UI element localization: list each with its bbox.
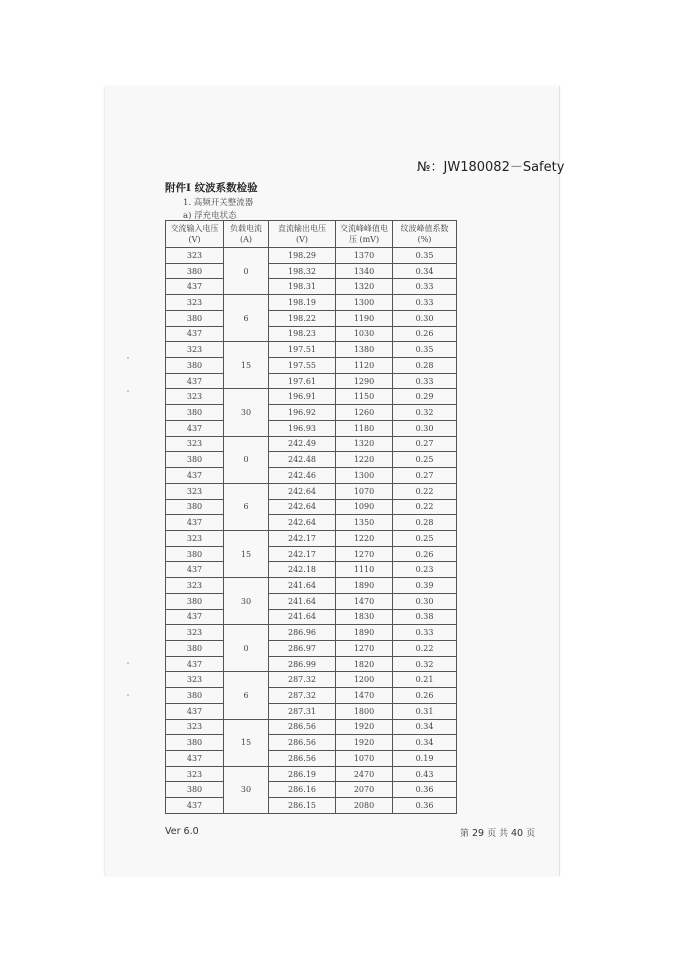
cell-dc-output-voltage: 242.48 xyxy=(269,452,336,468)
cell-ripple-factor: 0.27 xyxy=(393,436,457,452)
cell-dc-output-voltage: 242.17 xyxy=(269,530,336,546)
cell-ac-peak-voltage: 1920 xyxy=(336,735,393,751)
document-number: №：JW180082－Safety xyxy=(417,160,565,175)
cell-ac-peak-voltage: 2470 xyxy=(336,766,393,782)
table-row xyxy=(166,609,457,625)
cell-ripple-factor: 0.26 xyxy=(393,546,457,562)
cell-dc-output-voltage: 242.17 xyxy=(269,546,336,562)
cell-dc-output-voltage: 198.32 xyxy=(269,263,336,279)
cell-ac-input-voltage: 380 xyxy=(166,546,224,562)
scan-speck xyxy=(127,662,129,664)
cell-ripple-factor: 0.33 xyxy=(393,625,457,641)
cell-ac-input-voltage: 380 xyxy=(166,405,224,421)
cell-ripple-factor: 0.35 xyxy=(393,342,457,358)
page-current: 29 xyxy=(472,828,485,839)
cell-ac-peak-voltage: 1340 xyxy=(336,263,393,279)
cell-ripple-factor: 0.25 xyxy=(393,530,457,546)
page-suffix: 页 xyxy=(526,829,536,839)
table-row xyxy=(166,310,457,326)
table-row xyxy=(166,483,457,499)
cell-ac-peak-voltage: 2080 xyxy=(336,798,393,814)
cell-ac-peak-voltage: 1320 xyxy=(336,436,393,452)
table-row xyxy=(166,515,457,531)
table-row xyxy=(166,798,457,814)
table-row xyxy=(166,640,457,656)
table-header-row xyxy=(166,221,457,248)
cell-dc-output-voltage: 196.92 xyxy=(269,405,336,421)
cell-ac-peak-voltage: 1290 xyxy=(336,373,393,389)
cell-ac-input-voltage: 380 xyxy=(166,688,224,704)
cell-ripple-factor: 0.33 xyxy=(393,373,457,389)
cell-ac-input-voltage: 323 xyxy=(166,248,224,264)
cell-load-current: 30 xyxy=(224,766,269,813)
table-row xyxy=(166,499,457,515)
cell-ac-input-voltage: 323 xyxy=(166,342,224,358)
cell-ac-input-voltage: 437 xyxy=(166,562,224,578)
cell-ac-input-voltage: 437 xyxy=(166,515,224,531)
table-row xyxy=(166,751,457,767)
cell-ac-peak-voltage: 1300 xyxy=(336,468,393,484)
header-load-current: 负载电流 (A) xyxy=(224,221,269,248)
cell-ac-input-voltage: 323 xyxy=(166,483,224,499)
cell-ripple-factor: 0.43 xyxy=(393,766,457,782)
cell-ac-peak-voltage: 1070 xyxy=(336,751,393,767)
cell-ac-peak-voltage: 1320 xyxy=(336,279,393,295)
cell-ripple-factor: 0.33 xyxy=(393,295,457,311)
table-row xyxy=(166,546,457,562)
cell-ripple-factor: 0.39 xyxy=(393,578,457,594)
table-row xyxy=(166,405,457,421)
table-row xyxy=(166,342,457,358)
cell-ripple-factor: 0.30 xyxy=(393,420,457,436)
table-row xyxy=(166,436,457,452)
cell-ripple-factor: 0.30 xyxy=(393,310,457,326)
table-row xyxy=(166,719,457,735)
table-row xyxy=(166,578,457,594)
table-row xyxy=(166,688,457,704)
cell-ripple-factor: 0.26 xyxy=(393,688,457,704)
cell-dc-output-voltage: 286.99 xyxy=(269,656,336,672)
cell-ac-input-voltage: 437 xyxy=(166,326,224,342)
cell-load-current: 6 xyxy=(224,295,269,342)
cell-ac-peak-voltage: 1300 xyxy=(336,295,393,311)
table-row xyxy=(166,420,457,436)
cell-ripple-factor: 0.34 xyxy=(393,719,457,735)
cell-dc-output-voltage: 198.23 xyxy=(269,326,336,342)
cell-ac-input-voltage: 380 xyxy=(166,263,224,279)
appendix-heading: 附件Ⅰ 纹波系数检验 xyxy=(165,182,258,194)
cell-ripple-factor: 0.34 xyxy=(393,735,457,751)
cell-ac-peak-voltage: 1190 xyxy=(336,310,393,326)
cell-ac-input-voltage: 323 xyxy=(166,436,224,452)
table-row xyxy=(166,295,457,311)
cell-ripple-factor: 0.19 xyxy=(393,751,457,767)
page-indicator xyxy=(460,826,535,839)
table-row xyxy=(166,672,457,688)
cell-ac-peak-voltage: 1890 xyxy=(336,625,393,641)
cell-ac-input-voltage: 437 xyxy=(166,279,224,295)
cell-load-current: 15 xyxy=(224,530,269,577)
header-ripple-peak-factor: 纹波峰值系数 (%) xyxy=(393,221,457,248)
cell-ripple-factor: 0.28 xyxy=(393,358,457,374)
page-mid: 页 共 xyxy=(487,829,508,839)
subsection-title: a) 浮充电状态 xyxy=(183,211,237,221)
table-row xyxy=(166,358,457,374)
cell-ac-peak-voltage: 2070 xyxy=(336,782,393,798)
cell-ac-input-voltage: 437 xyxy=(166,420,224,436)
cell-ac-input-voltage: 380 xyxy=(166,593,224,609)
table-row xyxy=(166,766,457,782)
cell-ac-peak-voltage: 1150 xyxy=(336,389,393,405)
cell-dc-output-voltage: 286.56 xyxy=(269,735,336,751)
cell-dc-output-voltage: 241.64 xyxy=(269,609,336,625)
table-row xyxy=(166,782,457,798)
cell-ac-peak-voltage: 1260 xyxy=(336,405,393,421)
cell-dc-output-voltage: 198.22 xyxy=(269,310,336,326)
cell-ac-peak-voltage: 1830 xyxy=(336,609,393,625)
cell-ac-peak-voltage: 1380 xyxy=(336,342,393,358)
table-row xyxy=(166,326,457,342)
cell-ac-input-voltage: 323 xyxy=(166,295,224,311)
cell-ripple-factor: 0.29 xyxy=(393,389,457,405)
cell-ac-input-voltage: 437 xyxy=(166,656,224,672)
cell-dc-output-voltage: 197.51 xyxy=(269,342,336,358)
cell-ac-input-voltage: 437 xyxy=(166,798,224,814)
cell-ac-input-voltage: 380 xyxy=(166,782,224,798)
table-row xyxy=(166,593,457,609)
cell-ac-peak-voltage: 1220 xyxy=(336,452,393,468)
cell-dc-output-voltage: 198.29 xyxy=(269,248,336,264)
cell-ac-input-voltage: 380 xyxy=(166,640,224,656)
cell-ac-peak-voltage: 1920 xyxy=(336,719,393,735)
table-row xyxy=(166,735,457,751)
table-row xyxy=(166,279,457,295)
cell-ac-peak-voltage: 1220 xyxy=(336,530,393,546)
version-label: Ver 6.0 xyxy=(165,826,199,837)
cell-ac-peak-voltage: 1030 xyxy=(336,326,393,342)
header-ac-peak-to-peak-voltage: 交流峰峰值电 压 (mV) xyxy=(336,221,393,248)
cell-load-current: 30 xyxy=(224,578,269,625)
page-total: 40 xyxy=(510,828,524,839)
cell-dc-output-voltage: 286.96 xyxy=(269,625,336,641)
cell-ac-input-voltage: 323 xyxy=(166,672,224,688)
cell-dc-output-voltage: 242.64 xyxy=(269,499,336,515)
cell-dc-output-voltage: 286.97 xyxy=(269,640,336,656)
cell-ripple-factor: 0.32 xyxy=(393,656,457,672)
cell-dc-output-voltage: 197.61 xyxy=(269,373,336,389)
cell-dc-output-voltage: 286.56 xyxy=(269,751,336,767)
cell-dc-output-voltage: 242.46 xyxy=(269,468,336,484)
cell-dc-output-voltage: 242.64 xyxy=(269,515,336,531)
scan-speck xyxy=(127,390,129,392)
cell-dc-output-voltage: 287.32 xyxy=(269,672,336,688)
cell-ac-peak-voltage: 1200 xyxy=(336,672,393,688)
cell-dc-output-voltage: 242.64 xyxy=(269,483,336,499)
table-row xyxy=(166,703,457,719)
cell-dc-output-voltage: 196.93 xyxy=(269,420,336,436)
cell-ripple-factor: 0.22 xyxy=(393,499,457,515)
cell-ac-peak-voltage: 1270 xyxy=(336,546,393,562)
cell-ac-input-voltage: 380 xyxy=(166,358,224,374)
cell-ripple-factor: 0.28 xyxy=(393,515,457,531)
scan-speck xyxy=(127,357,129,359)
cell-dc-output-voltage: 287.32 xyxy=(269,688,336,704)
cell-load-current: 0 xyxy=(224,248,269,295)
cell-ripple-factor: 0.26 xyxy=(393,326,457,342)
cell-ac-peak-voltage: 1370 xyxy=(336,248,393,264)
cell-ac-input-voltage: 380 xyxy=(166,499,224,515)
cell-dc-output-voltage: 287.31 xyxy=(269,703,336,719)
cell-ripple-factor: 0.33 xyxy=(393,279,457,295)
cell-ac-input-voltage: 323 xyxy=(166,766,224,782)
cell-ripple-factor: 0.32 xyxy=(393,405,457,421)
cell-dc-output-voltage: 196.91 xyxy=(269,389,336,405)
cell-dc-output-voltage: 241.64 xyxy=(269,578,336,594)
cell-load-current: 0 xyxy=(224,436,269,483)
cell-dc-output-voltage: 198.19 xyxy=(269,295,336,311)
cell-ac-input-voltage: 380 xyxy=(166,452,224,468)
cell-dc-output-voltage: 286.56 xyxy=(269,719,336,735)
cell-ripple-factor: 0.23 xyxy=(393,562,457,578)
cell-ac-input-voltage: 437 xyxy=(166,373,224,389)
cell-dc-output-voltage: 242.49 xyxy=(269,436,336,452)
cell-dc-output-voltage: 286.16 xyxy=(269,782,336,798)
cell-ripple-factor: 0.30 xyxy=(393,593,457,609)
cell-ac-input-voltage: 380 xyxy=(166,735,224,751)
table-row xyxy=(166,452,457,468)
header-ac-input-voltage: 交流输入电压 (V) xyxy=(166,221,224,248)
cell-ac-input-voltage: 323 xyxy=(166,530,224,546)
cell-ac-input-voltage: 323 xyxy=(166,719,224,735)
cell-ac-input-voltage: 323 xyxy=(166,625,224,641)
cell-ripple-factor: 0.27 xyxy=(393,468,457,484)
table-row xyxy=(166,625,457,641)
table-row xyxy=(166,468,457,484)
cell-ac-input-voltage: 437 xyxy=(166,609,224,625)
table-row xyxy=(166,530,457,546)
cell-dc-output-voltage: 198.31 xyxy=(269,279,336,295)
cell-ac-peak-voltage: 1470 xyxy=(336,688,393,704)
cell-ac-peak-voltage: 1350 xyxy=(336,515,393,531)
cell-ac-peak-voltage: 1800 xyxy=(336,703,393,719)
table-row xyxy=(166,562,457,578)
cell-load-current: 15 xyxy=(224,719,269,766)
ripple-test-table xyxy=(165,220,457,814)
cell-ac-input-voltage: 323 xyxy=(166,389,224,405)
cell-ac-peak-voltage: 1470 xyxy=(336,593,393,609)
cell-ripple-factor: 0.36 xyxy=(393,798,457,814)
cell-ac-peak-voltage: 1890 xyxy=(336,578,393,594)
cell-dc-output-voltage: 197.55 xyxy=(269,358,336,374)
cell-load-current: 15 xyxy=(224,342,269,389)
table-row xyxy=(166,389,457,405)
cell-ac-peak-voltage: 1070 xyxy=(336,483,393,499)
cell-ac-input-voltage: 437 xyxy=(166,751,224,767)
cell-dc-output-voltage: 241.64 xyxy=(269,593,336,609)
cell-ripple-factor: 0.22 xyxy=(393,483,457,499)
cell-dc-output-voltage: 286.15 xyxy=(269,798,336,814)
cell-ac-input-voltage: 437 xyxy=(166,703,224,719)
page-prefix: 第 xyxy=(460,829,470,839)
cell-ripple-factor: 0.38 xyxy=(393,609,457,625)
table-row xyxy=(166,248,457,264)
cell-load-current: 6 xyxy=(224,672,269,719)
cell-ripple-factor: 0.21 xyxy=(393,672,457,688)
table-row xyxy=(166,373,457,389)
cell-ripple-factor: 0.34 xyxy=(393,263,457,279)
cell-ripple-factor: 0.36 xyxy=(393,782,457,798)
cell-ac-peak-voltage: 1180 xyxy=(336,420,393,436)
section-title: 1. 高频开关整流器 xyxy=(183,198,254,208)
cell-load-current: 0 xyxy=(224,625,269,672)
cell-load-current: 30 xyxy=(224,389,269,436)
cell-ac-peak-voltage: 1110 xyxy=(336,562,393,578)
header-dc-output-voltage: 直流输出电压 (V) xyxy=(269,221,336,248)
cell-ac-input-voltage: 437 xyxy=(166,468,224,484)
cell-ripple-factor: 0.22 xyxy=(393,640,457,656)
cell-ripple-factor: 0.25 xyxy=(393,452,457,468)
cell-dc-output-voltage: 242.18 xyxy=(269,562,336,578)
table-row xyxy=(166,263,457,279)
cell-ac-peak-voltage: 1090 xyxy=(336,499,393,515)
cell-load-current: 6 xyxy=(224,483,269,530)
scan-speck xyxy=(127,694,129,696)
cell-ac-peak-voltage: 1270 xyxy=(336,640,393,656)
cell-dc-output-voltage: 286.19 xyxy=(269,766,336,782)
cell-ac-input-voltage: 323 xyxy=(166,578,224,594)
cell-ripple-factor: 0.31 xyxy=(393,703,457,719)
cell-ripple-factor: 0.35 xyxy=(393,248,457,264)
cell-ac-input-voltage: 380 xyxy=(166,310,224,326)
table-row xyxy=(166,656,457,672)
cell-ac-peak-voltage: 1120 xyxy=(336,358,393,374)
cell-ac-peak-voltage: 1820 xyxy=(336,656,393,672)
